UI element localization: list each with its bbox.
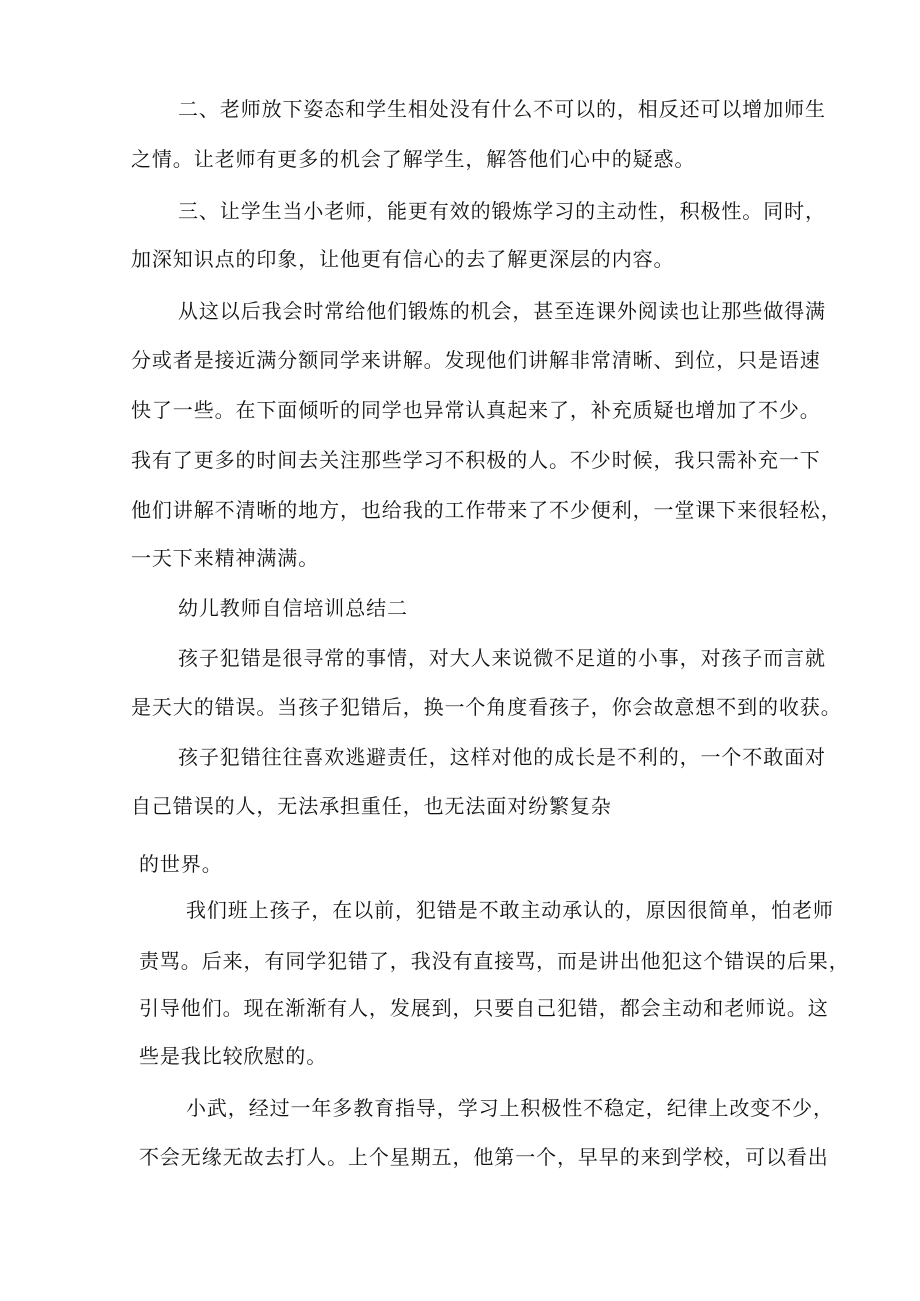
paragraph-line: 自己错误的人，无法承担重任，也无法面对纷繁复杂: [131, 794, 612, 818]
paragraph-line: 孩子犯错是很寻常的事情，对大人来说微不足道的小事，对孩子而言就: [178, 646, 826, 670]
section-heading: 幼儿教师自信培训总结二: [178, 596, 408, 620]
paragraph-line: 引导他们。现在渐渐有人，发展到，只要自己犯错，都会主动和老师说。这: [139, 996, 829, 1020]
paragraph-line: 些是我比较欣慰的。: [139, 1044, 328, 1068]
paragraph-line: 快了一些。在下面倾听的同学也异常认真起来了，补充质疑也增加了不少。: [131, 398, 821, 422]
paragraph-line: 之情。让老师有更多的机会了解学生，解答他们心中的疑惑。: [131, 147, 696, 171]
paragraph-line: 的世界。: [139, 852, 223, 876]
paragraph-line: 从这以后我会时常给他们锻炼的机会，甚至连课外阅读也让那些做得满: [178, 299, 826, 323]
paragraph-line: 责骂。后来，有同学犯错了，我没有直接骂，而是讲出他犯这个错误的后果，: [139, 949, 850, 973]
paragraph-line: 孩子犯错往往喜欢逃避责任，这样对他的成长是不利的，一个不敢面对: [178, 745, 826, 769]
paragraph-line: 不会无缘无故去打人。上个星期五，他第一个，早早的来到学校，可以看出: [139, 1145, 829, 1169]
paragraph-line: 三、让学生当小老师，能更有效的锻炼学习的主动性，积极性。同时，: [178, 199, 826, 223]
paragraph-line: 我有了更多的时间去关注那些学习不积极的人。不少时候，我只需补充一下: [131, 448, 821, 472]
paragraph-line: 分或者是接近满分额同学来讲解。发现他们讲解非常清晰、到位，只是语速: [131, 348, 821, 372]
paragraph-line: 他们讲解不清晰的地方，也给我的工作带来了不少便利，一堂课下来很轻松，: [131, 498, 842, 522]
paragraph-line: 我们班上孩子，在以前，犯错是不敢主动承认的，原因很简单，怕老师: [186, 898, 834, 922]
paragraph-line: 一天下来精神满满。: [131, 546, 320, 570]
paragraph-line: 加深知识点的印象，让他更有信心的去了解更深层的内容。: [131, 247, 675, 271]
paragraph-line: 小武，经过一年多教育指导，学习上积极性不稳定，纪律上改变不少，: [186, 1096, 834, 1120]
paragraph-line: 二、老师放下姿态和学生相处没有什么不可以的，相反还可以增加师生: [178, 97, 826, 121]
paragraph-line: 是天大的错误。当孩子犯错后，换一个角度看孩子，你会故意想不到的收获。: [131, 695, 842, 719]
